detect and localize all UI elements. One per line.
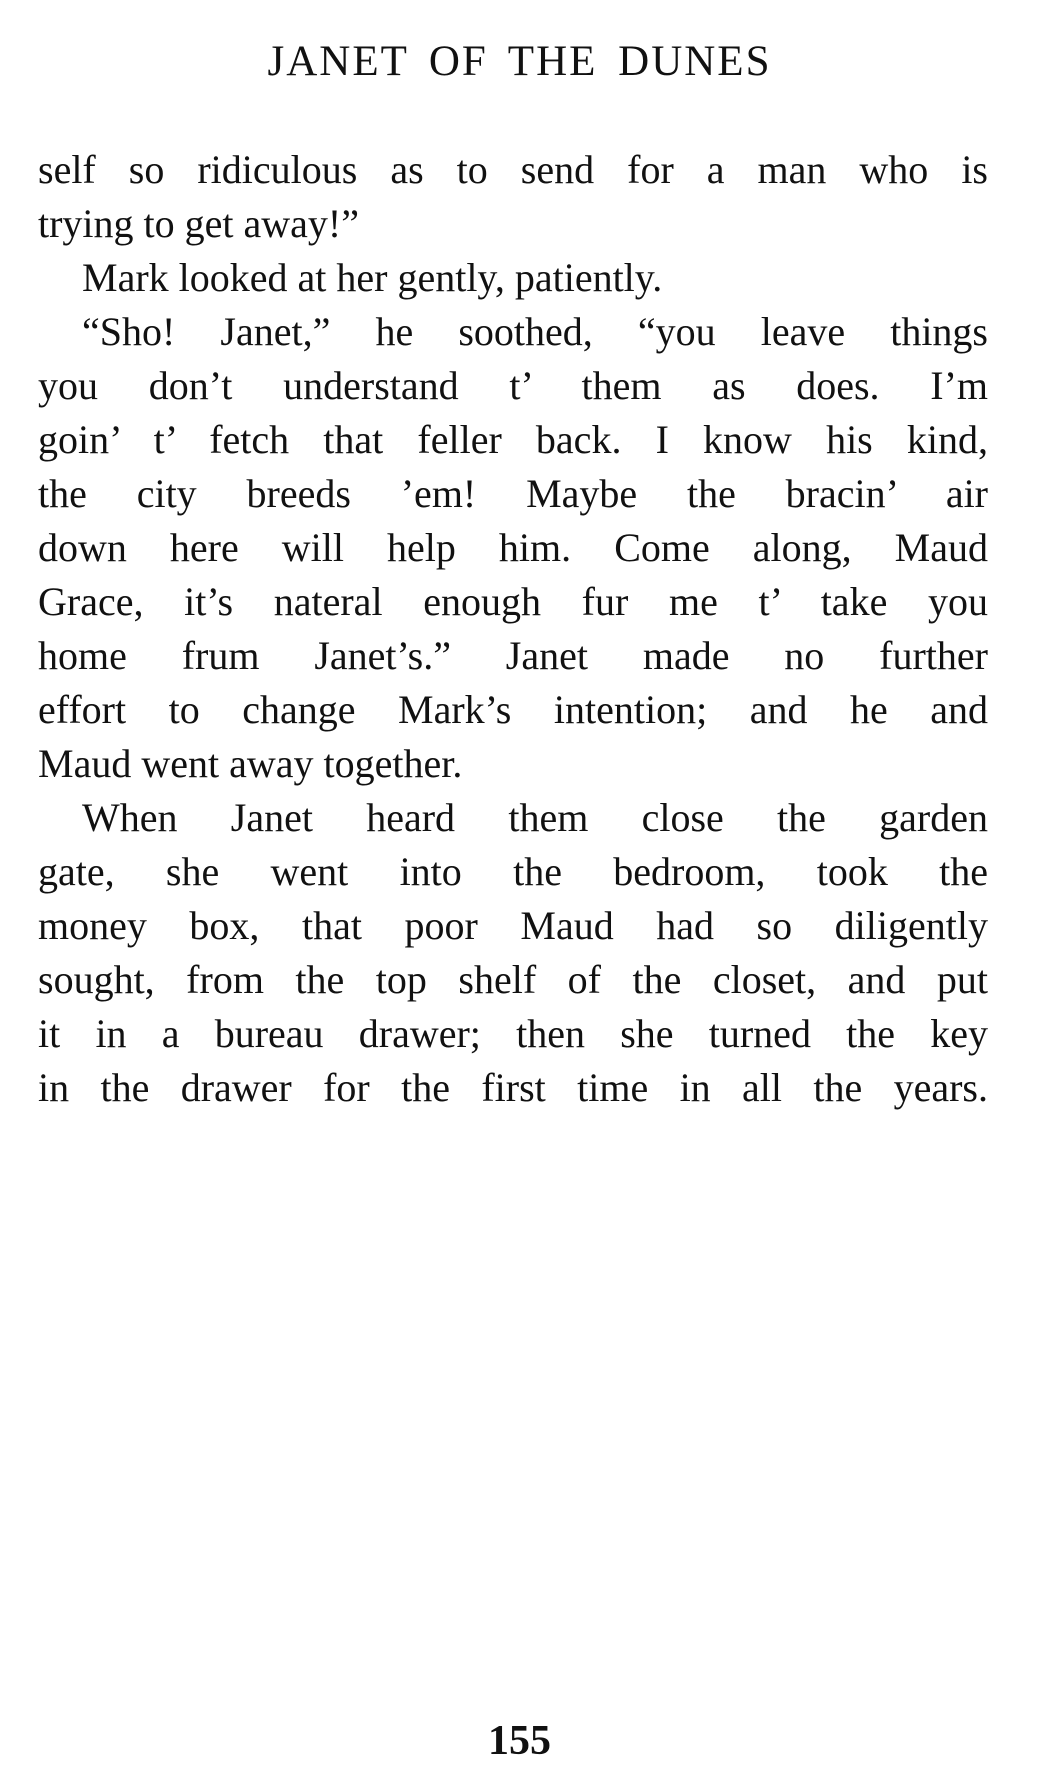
text-line: the city breeds ’em! Maybe the bracin’ air [38, 471, 988, 516]
text-line: Grace, it’s nateral enough fur me t’ take you [38, 579, 988, 624]
running-head: JANET OF THE DUNES [267, 38, 772, 85]
text-line: self so ridiculous as to send for a man who is [38, 147, 988, 192]
text-line: money box, that poor Maud had so diligently [38, 903, 988, 948]
page-number: 155 [488, 1718, 551, 1764]
text-line: home frum Janet’s.” Janet made no further [38, 633, 988, 678]
text-line: trying to get away!” [38, 201, 359, 246]
text-line: Maud went away together. [38, 741, 463, 786]
text-line: effort to change Mark’s intention; and he and [38, 687, 988, 732]
text-line: sought, from the top shelf of the closet, and put [38, 957, 988, 1002]
text-line: you don’t understand t’ them as does. I’m [38, 363, 988, 408]
text-line: gate, she went into the bedroom, took the [38, 849, 988, 894]
text-line: in the drawer for the first time in all the years. [38, 1065, 988, 1110]
text-line: goin’ t’ fetch that feller back. I know his kind, [38, 417, 988, 462]
text-line: When Janet heard them close the garden [82, 795, 988, 840]
text-line: Mark looked at her gently, patiently. [82, 255, 663, 300]
text-line: “Sho! Janet,” he soothed, “you leave things [82, 309, 988, 354]
text-line: it in a bureau drawer; then she turned the key [38, 1011, 988, 1056]
body-text [38, 143, 988, 1115]
text-line: down here will help him. Come along, Maud [38, 525, 988, 570]
